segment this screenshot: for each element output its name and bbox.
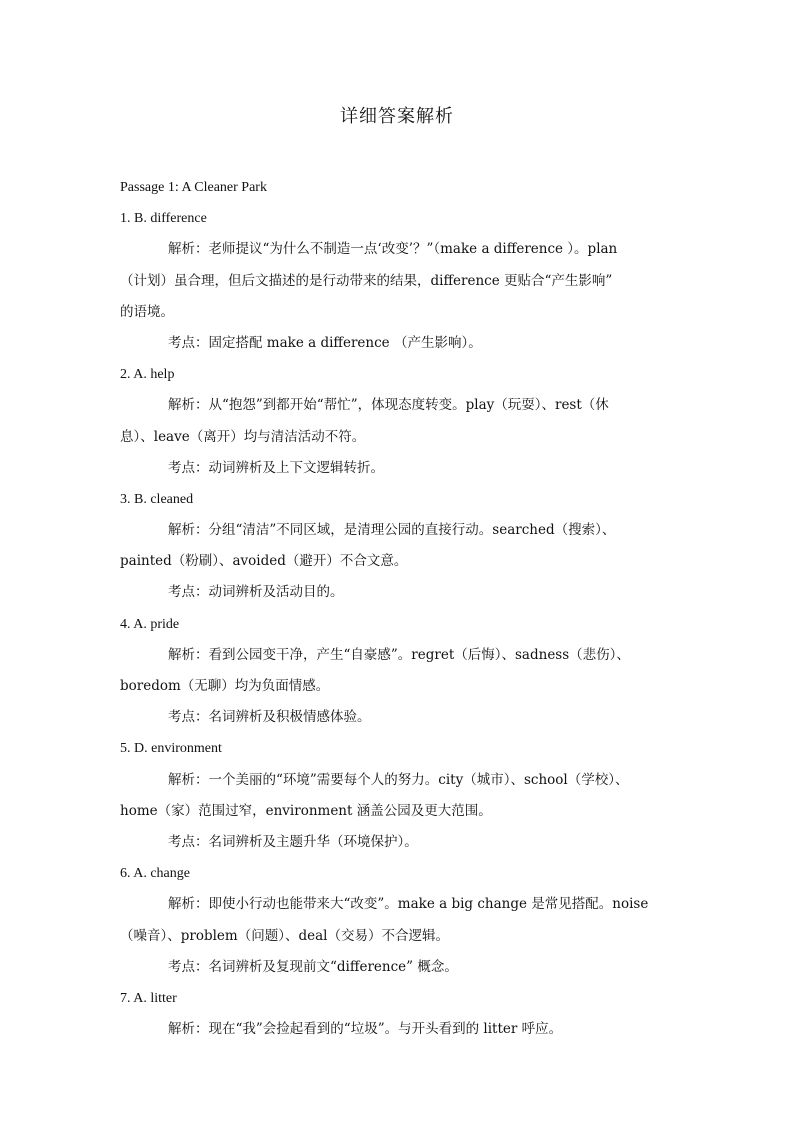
analysis-line: painted（粉刷）、avoided（避开）不合文意。 [120, 553, 408, 570]
analysis-line: 的语境。 [120, 303, 174, 320]
answer-item-1 [120, 203, 676, 359]
analysis-line: （噪音）、problem（问题）、deal（交易）不合逻辑。 [120, 927, 449, 944]
answer-item-4 [120, 609, 676, 734]
key-point: 考点：动词辨析及上下文逻辑转折。 [168, 459, 384, 476]
answer-label: 4. A. pride [120, 616, 180, 632]
key-point: 考点：名词辨析及积极情感体验。 [168, 709, 371, 726]
answer-label: 6. A. change [120, 866, 190, 882]
key-point: 考点：固定搭配 make a difference （产生影响）。 [168, 334, 482, 351]
answer-item-3 [120, 484, 676, 609]
answer-label: 2. A. help [120, 367, 175, 383]
answer-label: 5. D. environment [120, 741, 222, 757]
key-point: 考点：名词辨析及复现前文“difference” 概念。 [168, 958, 458, 975]
key-point: 考点：名词辨析及主题升华（环境保护）。 [168, 833, 418, 850]
analysis-line: 解析：即使小行动也能带来大“改变”。make a big change 是常见搭配。noise [168, 896, 649, 913]
analysis-line: 息）、leave（离开）均与清洁活动不符。 [120, 428, 366, 445]
analysis-line: （计划）虽合理，但后文描述的是行动带来的结果，difference 更贴合“产生影响” [120, 272, 613, 289]
analysis-line: 解析：从“抱怨”到都开始“帮忙”，体现态度转变。play（玩耍）、rest（休 [168, 397, 609, 414]
answer-label: 7. A. litter [120, 990, 177, 1006]
analysis-line: 解析：老师提议“为什么不制造一点‘改变’？”（make a difference ）。plan [168, 241, 618, 258]
analysis-line: 解析：一个美丽的“环境”需要每个人的努力。city（城市）、school（学校）、 [168, 771, 629, 788]
answer-content [120, 172, 676, 1045]
answer-item-2 [120, 359, 676, 484]
passage-heading: Passage 1: A Cleaner Park [120, 180, 267, 195]
answer-label: 1. B. difference [120, 211, 207, 227]
analysis-line: 解析：看到公园变干净，产生“自豪感”。regret（后悔）、sadness（悲伤）、 [168, 646, 630, 663]
answer-item-6 [120, 858, 676, 983]
answer-item-7 [120, 983, 676, 1045]
page-title: 详细答案解析 [340, 106, 454, 127]
analysis-line: home（家）范围过窄，environment 涵盖公园及更大范围。 [120, 802, 492, 819]
analysis-line: 解析：现在“我”会捡起看到的“垃圾”。与开头看到的 litter 呼应。 [168, 1021, 563, 1038]
analysis-line: boredom（无聊）均为负面情感。 [120, 678, 330, 694]
answer-label: 3. B. cleaned [120, 491, 194, 507]
analysis-line: 解析：分组“清洁”不同区域，是清理公园的直接行动。searched（搜索）、 [168, 522, 616, 539]
answer-item-5 [120, 733, 676, 858]
key-point: 考点：动词辨析及活动目的。 [168, 584, 344, 601]
